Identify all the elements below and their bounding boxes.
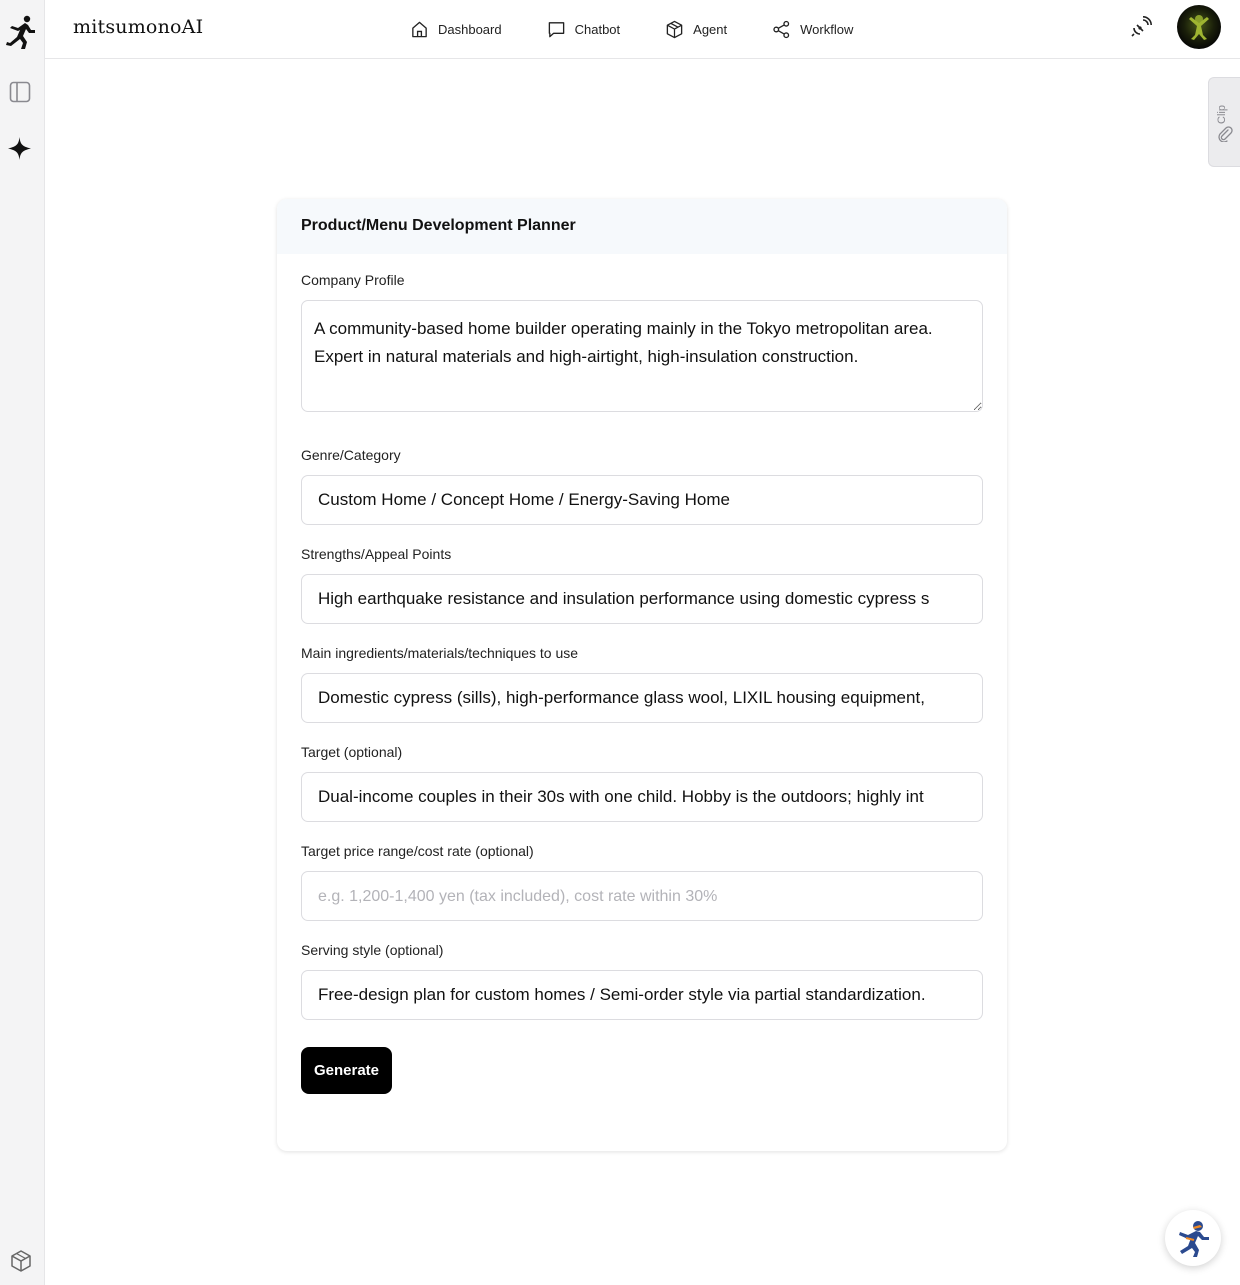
nav-agent-label: Agent <box>693 21 728 37</box>
avatar-figure-icon <box>1177 5 1221 49</box>
brand-name[interactable]: mitsumonoAI <box>73 16 204 38</box>
company-profile-label: Company Profile <box>301 272 405 288</box>
paperclip-icon <box>1217 126 1233 142</box>
chat-icon <box>547 20 566 39</box>
strengths-group <box>301 546 983 624</box>
nav-agent[interactable] <box>665 20 727 39</box>
nav-workflow[interactable] <box>772 20 853 39</box>
price-group <box>301 843 983 921</box>
satellite-icon[interactable] <box>1129 15 1153 39</box>
panel-toggle-icon[interactable] <box>9 81 31 103</box>
top-header <box>45 0 1240 59</box>
left-rail <box>0 0 45 1285</box>
price-input[interactable] <box>301 871 983 921</box>
cube-icon <box>665 20 684 39</box>
avatar[interactable] <box>1177 5 1221 49</box>
clip-side-tab[interactable] <box>1208 77 1240 167</box>
share-icon <box>772 20 791 39</box>
assistant-fab[interactable] <box>1165 1210 1221 1266</box>
nav-dashboard-label: Dashboard <box>438 21 502 37</box>
genre-input[interactable] <box>301 475 983 525</box>
nav-chatbot-label: Chatbot <box>574 21 621 37</box>
home-icon <box>410 20 429 39</box>
planner-card <box>277 199 1007 1151</box>
serving-group <box>301 942 983 1020</box>
planner-form <box>277 254 1007 1094</box>
clip-label: Clip <box>1216 105 1228 124</box>
target-group <box>301 744 983 822</box>
nav-chatbot[interactable] <box>547 20 621 39</box>
generate-button[interactable]: Generate <box>301 1047 392 1094</box>
genre-group <box>301 447 983 525</box>
target-label: Target (optional) <box>301 744 403 760</box>
cube-icon[interactable] <box>9 1249 33 1273</box>
genre-label: Genre/Category <box>301 447 401 463</box>
page-title: Product/Menu Development Planner <box>301 217 576 234</box>
target-input[interactable] <box>301 772 983 822</box>
serving-label: Serving style (optional) <box>301 942 444 958</box>
company-profile-textarea[interactable] <box>301 300 983 412</box>
card-header <box>277 199 1007 254</box>
company-profile-group <box>301 272 983 417</box>
runner-logo-icon[interactable] <box>4 14 38 50</box>
materials-group <box>301 645 983 723</box>
price-label: Target price range/cost rate (optional) <box>301 843 534 859</box>
serving-input[interactable] <box>301 970 983 1020</box>
strengths-label: Strengths/Appeal Points <box>301 546 452 562</box>
nav-dashboard[interactable] <box>410 20 502 39</box>
materials-input[interactable] <box>301 673 983 723</box>
nav-workflow-label: Workflow <box>800 21 854 37</box>
main-nav <box>410 0 898 58</box>
materials-label: Main ingredients/materials/techniques to use <box>301 645 579 661</box>
sparkle-icon[interactable] <box>7 136 32 161</box>
strengths-input[interactable] <box>301 574 983 624</box>
ninja-mascot-icon <box>1174 1218 1212 1258</box>
